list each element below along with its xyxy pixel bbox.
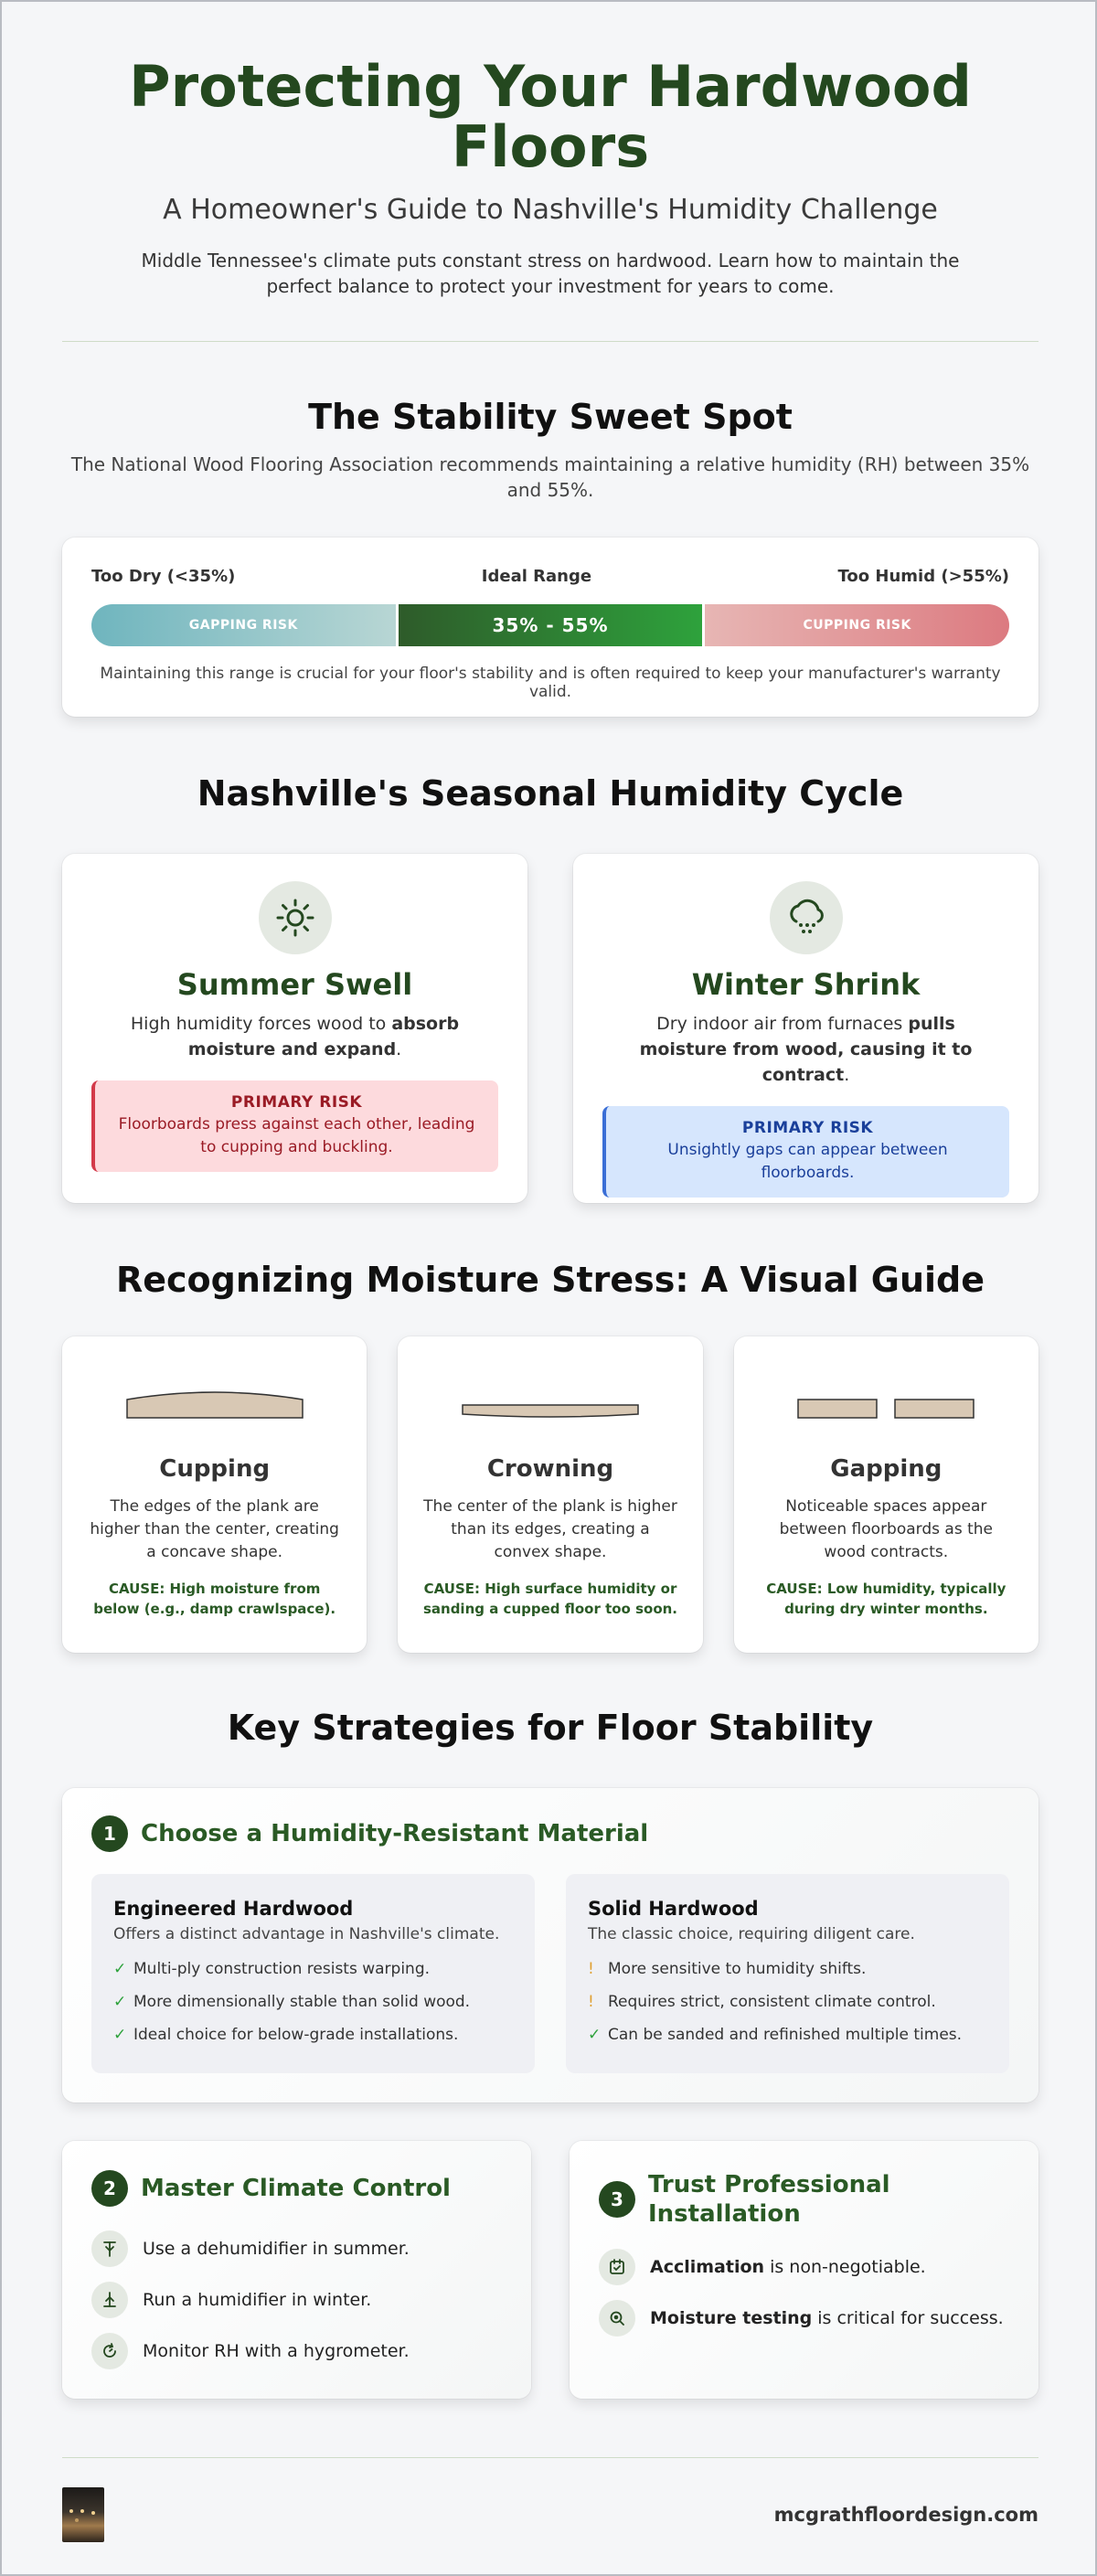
humidifier-icon: [91, 2282, 128, 2318]
material-title: Solid Hardwood: [588, 1898, 759, 1920]
snow-cloud-icon: [770, 881, 843, 954]
sweet-spot-section: [62, 397, 1038, 717]
seasonal-section: [62, 773, 1038, 1203]
list-item: Monitor RH with a hygrometer.: [91, 2333, 502, 2369]
risk-label: PRIMARY RISK: [230, 1093, 363, 1112]
warranty-note: Maintaining this range is crucial for your floor's stability and is often required to keep your manufacturer's warranty valid.: [100, 665, 1001, 701]
material-title: Engineered Hardwood: [113, 1898, 354, 1920]
step-title: Master Climate Control: [141, 2175, 451, 2202]
strategy-installation-card: [570, 2141, 1038, 2399]
step-number: 3: [599, 2181, 635, 2218]
segment-cupping-risk: CUPPING RISK: [705, 604, 1009, 646]
check-icon: ✓: [113, 1993, 127, 2011]
summer-text: High humidity forces wood to absorb moisture and expand.: [130, 1014, 460, 1059]
list-item: Run a humidifier in winter.: [91, 2282, 502, 2318]
seasonal-heading: Nashville's Seasonal Humidity Cycle: [197, 773, 904, 814]
label-ideal: Ideal Range: [481, 567, 592, 586]
segment-gapping-risk: GAPPING RISK: [91, 604, 396, 646]
warning-icon: !: [588, 1960, 594, 1978]
range-labels: [91, 567, 1009, 586]
list-item: Acclimation is non-negotiable.: [599, 2249, 1009, 2285]
footer-divider: [62, 2457, 1038, 2458]
winter-title: Winter Shrink: [691, 967, 921, 1002]
risk-text: Floorboards press against each other, leading to cupping and buckling.: [118, 1115, 475, 1156]
check-icon: ✓: [588, 2026, 602, 2044]
list-item: ✓ Multi-ply construction resists warping.: [113, 1960, 431, 1978]
guide-text: The center of the plank is higher than its edges, creating a convex shape.: [423, 1497, 677, 1561]
list-item: ! Requires strict, consistent climate control.: [588, 1993, 936, 2011]
guide-cause: CAUSE: Low humidity, typically during dry winter months.: [766, 1581, 1006, 1617]
humidity-range-bar: [91, 604, 1009, 646]
website-link[interactable]: mcgrathfloordesign.com: [773, 2504, 1038, 2526]
list-item: ✓ More dimensionally stable than solid wood.: [113, 1993, 471, 2011]
label-too-dry: Too Dry (<35%): [91, 567, 236, 586]
list-item: Moisture testing is critical for success.: [599, 2300, 1009, 2336]
strategies-section: [62, 1708, 1038, 2399]
risk-label: PRIMARY RISK: [741, 1119, 874, 1137]
crowning-plank-illustration: [421, 1388, 678, 1424]
guide-text: Noticeable spaces appear between floorboards as the wood contracts.: [779, 1497, 993, 1561]
gapping-card: [734, 1336, 1038, 1653]
guide-title: Cupping: [159, 1455, 271, 1483]
hygrometer-icon: [91, 2333, 128, 2369]
segment-ideal: 35% - 55%: [396, 604, 706, 646]
guide-text: The edges of the plank are higher than the center, creating a concave shape.: [90, 1497, 339, 1561]
list-item: ! More sensitive to humidity shifts.: [588, 1960, 867, 1978]
summer-title: Summer Swell: [176, 967, 413, 1002]
sweet-spot-text: The National Wood Flooring Association recommends maintaining a relative humidity (RH) between 35% and 55%.: [70, 453, 1030, 501]
check-icon: ✓: [113, 2026, 127, 2044]
visual-guide-heading: Recognizing Moisture Stress: A Visual Guide: [115, 1260, 985, 1300]
winter-risk-box: [602, 1106, 1009, 1198]
step-title: Trust Professional Installation: [648, 2171, 890, 2228]
guide-title: Gapping: [830, 1455, 943, 1483]
step-title: Choose a Humidity-Resistant Material: [141, 1820, 649, 1847]
cupping-card: [62, 1336, 367, 1653]
footer: [62, 2487, 1038, 2542]
intro-text: Middle Tennessee's climate puts constant stress on hardwood. Learn how to maintain the perfect balance to protect your investment for years to come.: [141, 250, 960, 297]
guide-cause: CAUSE: High moisture from below (e.g., damp crawlspace).: [93, 1581, 336, 1617]
material-subtitle: Offers a distinct advantage in Nashville's climate.: [113, 1925, 500, 1943]
risk-text: Unsightly gaps can appear between floorboards.: [667, 1141, 948, 1182]
list-item: ✓ Ideal choice for below-grade installations.: [113, 2026, 459, 2044]
winter-text: Dry indoor air from furnaces pulls moisture from wood, causing it to contract.: [639, 1014, 973, 1085]
divider: [62, 341, 1038, 342]
guide-cause: CAUSE: High surface humidity or sanding a cupped floor too soon.: [422, 1581, 678, 1617]
cupping-plank-illustration: [86, 1388, 343, 1424]
page-title: Protecting Your Hardwood Floors: [129, 53, 972, 180]
strategy-climate-card: [62, 2141, 531, 2399]
material-subtitle: The classic choice, requiring diligent care.: [588, 1925, 915, 1943]
calendar-icon: [599, 2249, 635, 2285]
label-too-humid: Too Humid (>55%): [837, 567, 1009, 586]
crowning-card: [398, 1336, 702, 1653]
step-number: 1: [91, 1815, 128, 1852]
winter-card: [573, 854, 1038, 1203]
warning-icon: !: [588, 1993, 594, 2011]
hero: [62, 2, 1038, 299]
list-item: ✓ Can be sanded and refinished multiple times.: [588, 2026, 963, 2044]
check-icon: ✓: [113, 1960, 127, 1978]
sun-icon: [259, 881, 332, 954]
list-item: Use a dehumidifier in summer.: [91, 2230, 502, 2267]
dehumidifier-icon: [91, 2230, 128, 2267]
sweet-spot-heading: The Stability Sweet Spot: [308, 397, 793, 437]
gapping-plank-illustration: [758, 1388, 1015, 1424]
step-number: 2: [91, 2170, 128, 2207]
strategies-heading: Key Strategies for Floor Stability: [227, 1708, 874, 1748]
summer-card: [62, 854, 527, 1203]
visual-guide-section: [62, 1260, 1038, 1653]
magnifier-icon: [599, 2300, 635, 2336]
humidity-range-card: [62, 538, 1038, 717]
solid-hardwood-panel: [566, 1874, 1009, 2073]
summer-risk-box: [91, 1080, 498, 1172]
page-subtitle: A Homeowner's Guide to Nashville's Humidity Challenge: [163, 194, 938, 226]
guide-title: Crowning: [486, 1455, 614, 1483]
strategy-material-card: [62, 1788, 1038, 2102]
company-logo: [62, 2487, 104, 2542]
engineered-hardwood-panel: [91, 1874, 535, 2073]
